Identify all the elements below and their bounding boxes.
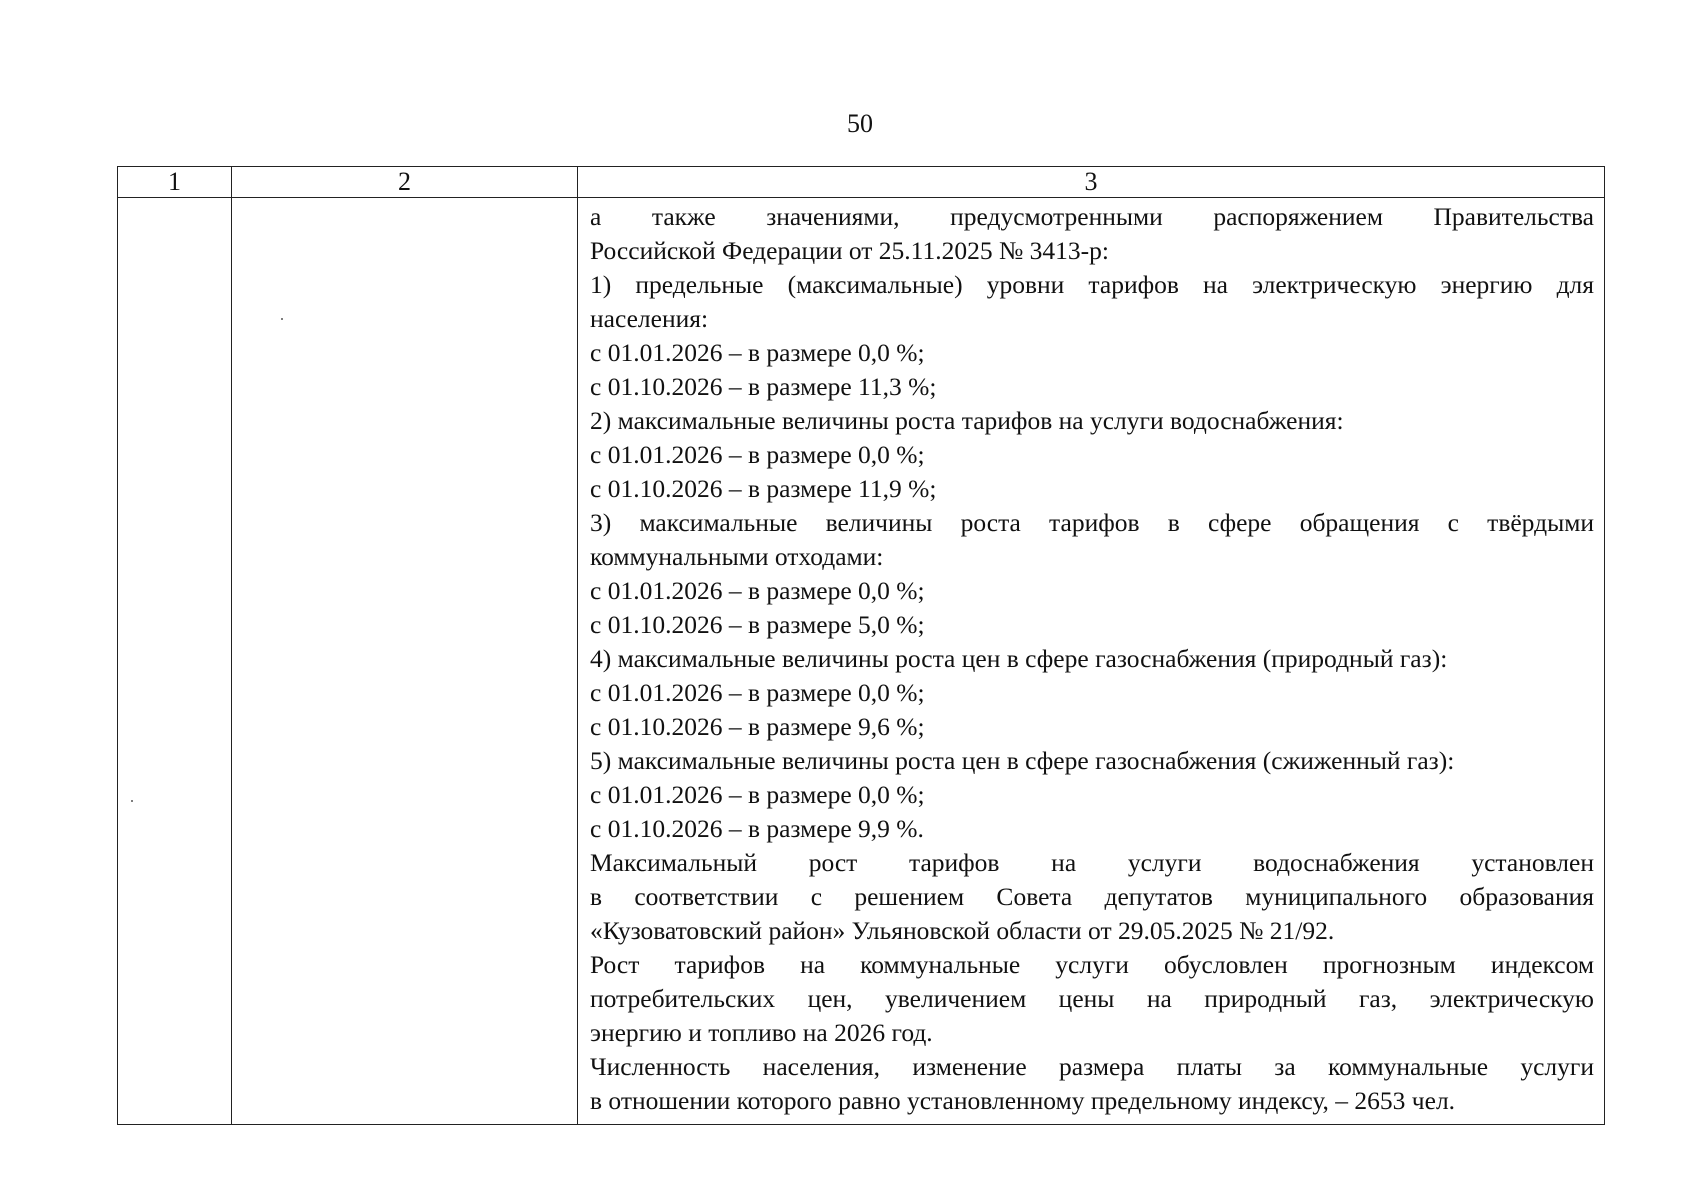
cell-column-2	[232, 198, 578, 1125]
table-row	[118, 198, 1605, 1125]
rate-line: с 01.10.2026 – в размере 9,9 %.	[590, 814, 924, 843]
page-number: 50	[847, 109, 873, 138]
text-line: энергию и топливо на 2026 год.	[590, 1018, 933, 1047]
text-line: Численность населения, изменение размера платы за коммунальные услуги	[590, 1052, 1594, 1081]
growth-reason-paragraph	[590, 948, 1594, 1050]
table-header-row	[118, 167, 1605, 198]
cell-content	[578, 198, 1604, 1118]
column-header-2: 2	[232, 167, 578, 198]
item-4-natural-gas: 4) максимальные величины роста цен в сфере газоснабжения (природный газ):	[590, 644, 1448, 673]
item-1-electricity	[590, 268, 1594, 336]
rate-line: с 01.01.2026 – в размере 0,0 %;	[590, 678, 925, 707]
rate-line: с 01.10.2026 – в размере 5,0 %;	[590, 610, 925, 639]
document-table	[117, 166, 1605, 1125]
item-2-water: 2) максимальные величины роста тарифов на услуги водоснабжения:	[590, 406, 1344, 435]
text-line: а также значениями, предусмотренными распоряжением Правительства	[590, 202, 1594, 231]
item-3-waste	[590, 506, 1594, 574]
population-paragraph	[590, 1050, 1594, 1118]
water-decision-paragraph	[590, 846, 1594, 948]
text-line: населения:	[590, 304, 709, 333]
rate-line: с 01.01.2026 – в размере 0,0 %;	[590, 780, 925, 809]
rate-line: с 01.01.2026 – в размере 0,0 %;	[590, 338, 925, 367]
scan-speck	[131, 800, 133, 802]
column-header-3: 3	[578, 167, 1605, 198]
text-line: Российской Федерации от 25.11.2025 № 3413-р:	[590, 236, 1109, 265]
item-5-liquefied-gas: 5) максимальные величины роста цен в сфере газоснабжения (сжиженный газ):	[590, 746, 1455, 775]
cell-column-3	[578, 198, 1605, 1125]
text-line: в отношении которого равно установленному предельному индексу, – 2653 чел.	[590, 1086, 1456, 1115]
text-line: коммунальными отходами:	[590, 542, 884, 571]
text-line: 3) максимальные величины роста тарифов в сфере обращения с твёрдыми	[590, 508, 1594, 537]
text-line: «Кузоватовский район» Ульяновской области от 29.05.2025 № 21/92.	[590, 916, 1335, 945]
text-line: потребительских цен, увеличением цены на природный газ, электрическую	[590, 984, 1594, 1013]
cell-column-1	[118, 198, 232, 1125]
rate-line: с 01.10.2026 – в размере 11,9 %;	[590, 474, 937, 503]
rate-line: с 01.01.2026 – в размере 0,0 %;	[590, 440, 925, 469]
rate-line: с 01.10.2026 – в размере 11,3 %;	[590, 372, 937, 401]
scan-speck	[281, 318, 283, 320]
text-line: в соответствии с решением Совета депутатов муниципального образования	[590, 882, 1594, 911]
text-line: 1) предельные (максимальные) уровни тарифов на электрическую энергию для	[590, 270, 1594, 299]
column-header-1: 1	[118, 167, 232, 198]
intro-paragraph	[590, 200, 1594, 268]
rate-line: с 01.01.2026 – в размере 0,0 %;	[590, 576, 925, 605]
text-line: Рост тарифов на коммунальные услуги обусловлен прогнозным индексом	[590, 950, 1594, 979]
rate-line: с 01.10.2026 – в размере 9,6 %;	[590, 712, 925, 741]
text-line: Максимальный рост тарифов на услуги водоснабжения установлен	[590, 848, 1594, 877]
